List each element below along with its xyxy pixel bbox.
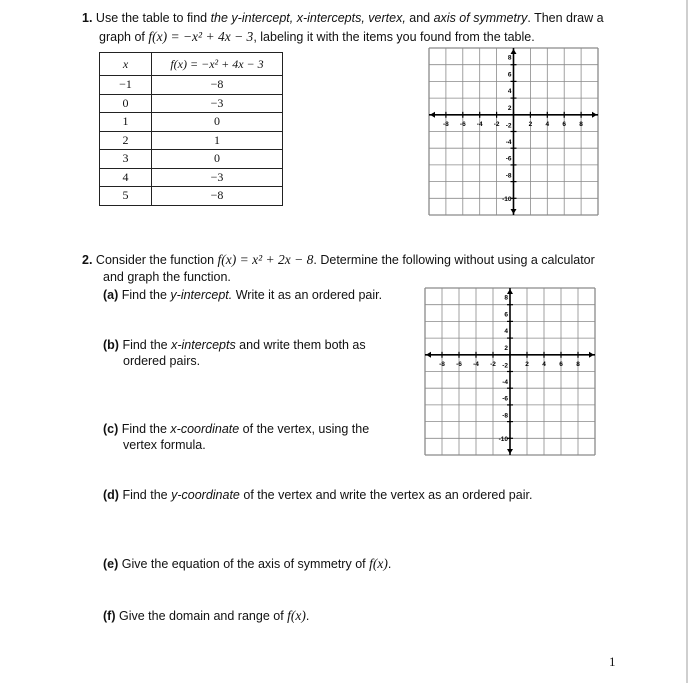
page-edge: [686, 0, 688, 683]
x-arrow-right: [589, 352, 594, 358]
cell-x: 4: [100, 168, 152, 187]
q1-items: the y-intercept, x-intercepts, vertex,: [210, 11, 406, 25]
y-tick-label: -4: [505, 139, 512, 147]
cell-f: −8: [152, 187, 283, 206]
part-a-label: (a): [103, 288, 119, 302]
table-row: [100, 94, 283, 113]
y-tick-label: 8: [507, 54, 512, 62]
y-tick-label: 4: [507, 88, 512, 96]
part-a-text: Find the: [118, 288, 171, 302]
part-b-text2: and write them both as: [235, 338, 366, 352]
x-tick-label: -4: [473, 360, 479, 368]
table-header-x: x: [100, 53, 152, 76]
part-b-label: (b): [103, 338, 119, 352]
y-tick-label: -6: [505, 155, 512, 163]
x-tick-label: 4: [542, 360, 546, 368]
part-c-label: (c): [103, 422, 119, 436]
y-tick-label: -10: [502, 195, 512, 203]
q2-part-a: [103, 287, 382, 304]
part-b-term: x-intercepts: [171, 338, 236, 352]
cell-x: 1: [100, 113, 152, 132]
y-tick-label: 6: [504, 311, 508, 319]
part-c-term: x-coordinate: [170, 422, 240, 436]
q1-line2: [99, 28, 535, 46]
y-tick-label: -8: [505, 172, 512, 180]
q1-graph-grid[interactable]: [428, 47, 599, 216]
y-tick-label: 6: [507, 71, 512, 79]
y-tick-label: 2: [504, 344, 508, 352]
part-e-label: (e): [103, 557, 119, 571]
q1-text: Use the table to find: [95, 11, 211, 25]
q2-part-d: [103, 487, 532, 504]
x-tick-label: -8: [443, 120, 449, 128]
q2-part-e: [103, 555, 391, 573]
cell-f: 0: [152, 150, 283, 169]
y-arrow-down: [511, 209, 517, 214]
part-c-line2: vertex formula.: [123, 438, 206, 452]
part-e-func: f(x): [369, 556, 388, 571]
y-tick-label: -2: [505, 122, 512, 130]
table-row: [100, 187, 283, 206]
q1-and: and: [405, 11, 434, 25]
q2-consider: Consider the function: [95, 253, 218, 267]
q1-axis: axis of symmetry: [433, 11, 528, 25]
table-row: [100, 168, 283, 187]
part-f-func: f(x): [287, 608, 306, 623]
part-d-text2: of the vertex and write the vertex as an ordered pair.: [239, 488, 533, 502]
y-tick-label: -10: [498, 435, 508, 443]
cell-x: −1: [100, 76, 152, 95]
part-e-text2: .: [387, 557, 392, 571]
cell-x: 0: [100, 94, 152, 113]
table-row: [100, 76, 283, 95]
x-tick-label: 6: [562, 120, 567, 128]
q2-part-c: [103, 421, 369, 438]
part-c-text: Find the: [118, 422, 171, 436]
x-arrow-right: [592, 112, 597, 118]
x-tick-label: -2: [490, 360, 496, 368]
q2-part-f: [103, 607, 309, 625]
q1-graph-of: graph of: [99, 30, 149, 44]
q2-number: 2.: [82, 253, 93, 267]
cell-f: 0: [152, 113, 283, 132]
q1-number: 1.: [82, 11, 93, 25]
cell-f: 1: [152, 131, 283, 150]
y-tick-label: -6: [502, 395, 508, 403]
x-tick-label: -6: [456, 360, 462, 368]
part-a-term: y-intercept.: [170, 288, 233, 302]
part-d-text: Find the: [118, 488, 172, 502]
part-a-text2: Write it as an ordered pair.: [232, 288, 383, 302]
q1-labeling: , labeling it with the items you found from the table.: [253, 30, 535, 44]
q2-function: f(x) = x² + 2x − 8: [217, 252, 314, 267]
table-row: [100, 113, 283, 132]
y-arrow-up: [511, 49, 517, 54]
x-tick-label: 8: [576, 360, 580, 368]
y-tick-label: -2: [502, 362, 508, 370]
table-row: [100, 131, 283, 150]
table-header-f: f(x) = −x² + 4x − 3: [152, 53, 283, 76]
cell-f: −8: [152, 76, 283, 95]
x-tick-label: -8: [439, 360, 445, 368]
x-tick-label: -6: [459, 120, 466, 128]
q2-graph-grid[interactable]: [424, 287, 596, 456]
part-f-label: (f): [103, 609, 116, 623]
x-arrow-left: [430, 112, 435, 118]
part-e-text: Give the equation of the axis of symmetry of: [118, 557, 370, 571]
part-c-text2: of the vertex, using the: [239, 422, 370, 436]
cell-x: 3: [100, 150, 152, 169]
table-row: [100, 150, 283, 169]
y-arrow-up: [507, 289, 513, 294]
part-d-term: y-coordinate: [171, 488, 240, 502]
y-tick-label: -8: [502, 412, 508, 420]
part-f-text2: .: [305, 609, 310, 623]
x-tick-label: 2: [525, 360, 529, 368]
y-arrow-down: [507, 449, 513, 454]
q2-determine: . Determine the following without using a calculator: [313, 253, 595, 267]
x-tick-label: -4: [476, 120, 483, 128]
q2-intro-line2: and graph the function.: [103, 270, 231, 284]
q2-intro-line1: [82, 251, 595, 269]
x-tick-label: 8: [579, 120, 583, 128]
cell-f: −3: [152, 94, 283, 113]
x-tick-label: 6: [559, 360, 563, 368]
x-tick-label: -2: [493, 120, 500, 128]
part-d-label: (d): [103, 488, 119, 502]
x-tick-label: 4: [545, 120, 550, 128]
y-tick-label: 4: [504, 328, 508, 336]
q2-part-b: [103, 337, 366, 354]
x-arrow-left: [426, 352, 431, 358]
x-tick-label: 2: [528, 120, 533, 128]
q1-function: f(x) = −x² + 4x − 3: [148, 29, 254, 44]
q1-line1: [82, 10, 604, 27]
part-b-line2: ordered pairs.: [123, 354, 201, 368]
q1-table: [99, 52, 283, 206]
y-tick-label: -4: [502, 379, 508, 387]
cell-f: −3: [152, 168, 283, 187]
y-tick-label: 2: [507, 104, 512, 112]
part-f-text: Give the domain and range of: [115, 609, 288, 623]
q1-then: . Then draw a: [527, 11, 604, 25]
page-number: 1: [609, 654, 616, 669]
y-tick-label: 8: [504, 294, 508, 302]
cell-x: 2: [100, 131, 152, 150]
part-b-text: Find the: [118, 338, 172, 352]
cell-x: 5: [100, 187, 152, 206]
